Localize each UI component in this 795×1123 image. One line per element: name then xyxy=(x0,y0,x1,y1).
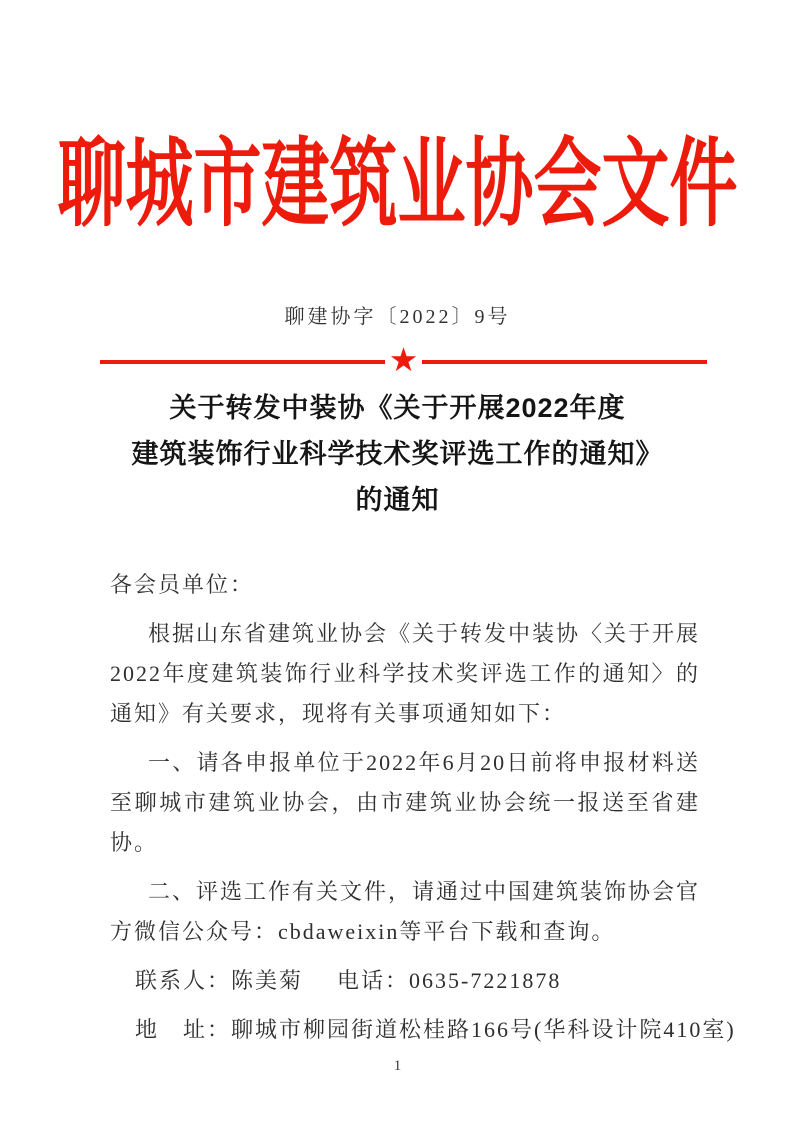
contact-person-name: 陈美菊 xyxy=(231,968,304,993)
notice-title-line-1: 关于转发中装协《关于开展2022年度 xyxy=(169,393,626,423)
paragraph-item-1: 一、请各申报单位于2022年6月20日前将申报材料送至聊城市建筑业协会，由市建筑业协会统一报送至省建协。 xyxy=(110,750,700,855)
paragraph-item-2: 二、评选工作有关文件，请通过中国建筑装饰协会官方微信公众号：cbdaweixin等平台下载和查询。 xyxy=(110,879,701,944)
divider-line-right xyxy=(422,360,707,364)
contact-address-line xyxy=(135,1010,736,1050)
red-divider xyxy=(100,343,707,379)
contact-address-label: 地 址： xyxy=(135,1017,232,1042)
document-body xyxy=(110,565,736,1059)
notice-title-line-3: 的通知 xyxy=(355,485,440,515)
salutation: 各会员单位： xyxy=(110,572,255,597)
document-number: 聊建协字〔2022〕9号 xyxy=(284,306,511,328)
contact-person-line xyxy=(135,961,700,1001)
paragraph-basis: 根据山东省建筑业协会《关于转发中装协〈关于开展2022年度建筑装饰行业科学技术奖评选工作的通知〉的通知》有关要求，现将有关事项通知如下： xyxy=(110,621,701,726)
star-icon: ★ xyxy=(388,343,419,379)
notice-title-line-2: 建筑装饰行业科学技术奖评选工作的通知》 xyxy=(131,439,664,469)
contact-person-label: 联系人： xyxy=(135,968,232,993)
divider-line-left xyxy=(100,360,385,364)
page-number: 1 xyxy=(393,1058,402,1074)
org-banner-title: 聊城市建筑业协会文件 xyxy=(57,130,738,239)
contact-phone-label: 电话： xyxy=(337,968,410,993)
contact-phone-number: 0635-7221878 xyxy=(409,968,562,993)
contact-address-value: 聊城市柳园街道松桂路166号(华科设计院410室) xyxy=(231,1017,736,1042)
notice-title xyxy=(0,385,795,523)
